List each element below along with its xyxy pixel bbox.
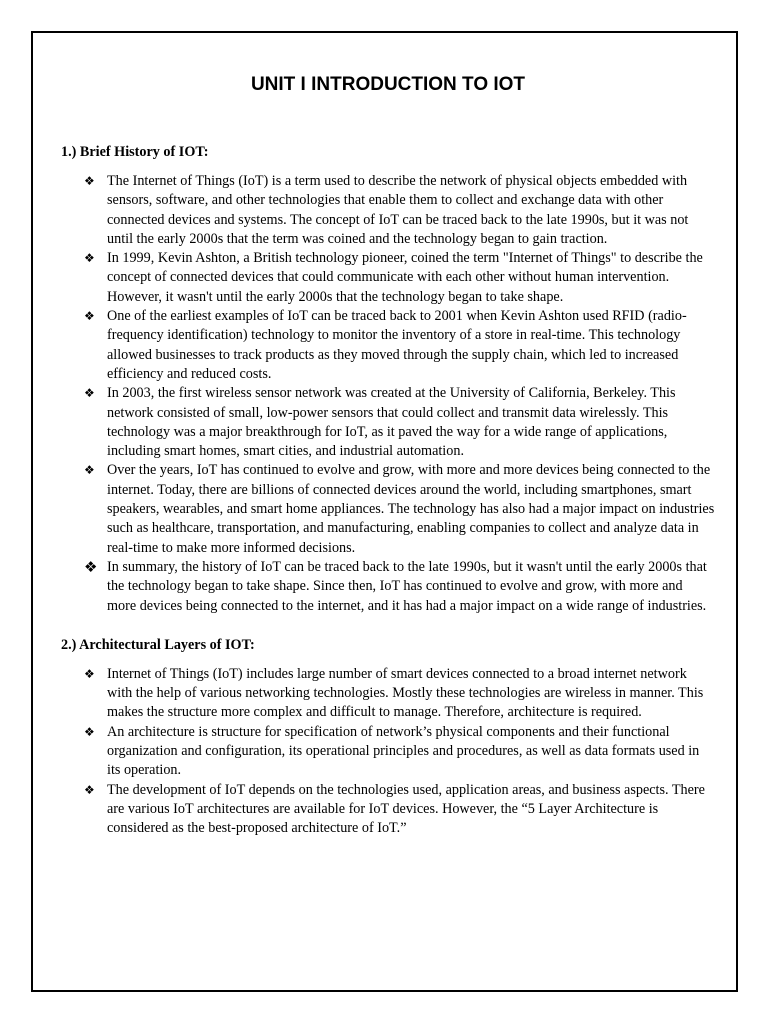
section-brief-history: [61, 143, 715, 616]
section-architectural-layers: [61, 636, 715, 839]
section-heading: 1.) Brief History of IOT:: [61, 144, 209, 160]
document-title: UNIT I INTRODUCTION TO IOT: [250, 74, 526, 95]
list-item-text: An architecture is structure for specification of network’s physical components and their functional organization and configuration, its operational principles and procedures, as well as data formats used in its operation.: [107, 723, 700, 779]
list-item: [84, 461, 715, 557]
list-item: [84, 384, 715, 461]
document-content: [61, 70, 715, 859]
list-item-text: The Internet of Things (IoT) is a term used to describe the network of physical objects embedded with sensors, software, and other technologies that enable them to collect and exchange data with other connected devices and systems. The concept of IoT can be traced back to the late 1990s, but it was not until the early 2000s that the term was coined and the technology began to gain traction.: [107, 173, 689, 247]
diamond-bullet-icon: ❖: [84, 251, 95, 266]
diamond-bullet-icon: ❖: [84, 557, 98, 576]
section-heading: 2.) Architectural Layers of IOT:: [61, 636, 255, 653]
diamond-bullet-icon: ❖: [84, 309, 95, 324]
list-item-text: Internet of Things (IoT) includes large number of smart devices connected to a broad internet network with the help of various networking technologies. Mostly these technologies are wireless in manner. This makes the structure more complex and difficult to manage. Therefore, architecture is required.: [107, 665, 704, 721]
list-item-text: In 2003, the first wireless sensor network was created at the University of California, Berkeley. This network consisted of small, low-power sensors that could collect and transmit data wirelessly. This technology was a major breakthrough for IoT, as it paved the way for a wide range of applications, including smart homes, smart cities, and industrial automation.: [107, 385, 676, 460]
bullet-list: [61, 172, 715, 616]
diamond-bullet-icon: ❖: [84, 782, 95, 797]
list-item-text: One of the earliest examples of IoT can be traced back to 2001 when Kevin Ashton used RFID (radio-frequency identification) technology to monitor the inventory of a store in real-time. This technology allowed businesses to track products as they moved through the supply chain, which led to increased efficiency and reduced costs.: [107, 308, 687, 382]
diamond-bullet-icon: ❖: [84, 463, 95, 478]
diamond-bullet-icon: ❖: [84, 386, 95, 401]
list-item: [84, 557, 715, 616]
list-item: [84, 781, 715, 839]
list-item: [84, 172, 715, 249]
list-item: [84, 723, 715, 781]
diamond-bullet-icon: ❖: [84, 174, 95, 188]
list-item-text: Over the years, IoT has continued to evolve and grow, with more and more devices being connected to the internet. Today, there are billions of connected devices around the world, including smartphones, smart speakers, wearables, and smart home appliances. The technology has also had a major impact on industries such as healthcare, transportation, and manufacturing, enabling companies to collect and analyze data in real-time to make more informed decisions.: [107, 462, 715, 556]
list-item: [84, 249, 715, 307]
list-item: [84, 307, 715, 384]
list-item-text: In 1999, Kevin Ashton, a British technology pioneer, coined the term "Internet of Things" to describe the concept of connected devices that could communicate with each other without human intervention. However, it wasn't until the early 2000s that the technology began to take shape.: [107, 250, 703, 305]
diamond-bullet-icon: ❖: [84, 724, 95, 739]
list-item-text: The development of IoT depends on the technologies used, application areas, and business aspects. There are various IoT architectures are available for IoT devices. However, the “5 Layer Architecture is considered as the best-proposed architecture of IoT.”: [107, 781, 705, 837]
list-item: [84, 665, 715, 723]
list-item-text: In summary, the history of IoT can be traced back to the late 1990s, but it wasn't until the early 2000s that the technology began to take shape. Since then, IoT has continued to evolve and grow, with more and more devices being connected to the internet, and it has had a major impact on a wide range of industries.: [107, 558, 707, 614]
diamond-bullet-icon: ❖: [84, 666, 95, 681]
bullet-list: [61, 665, 715, 839]
